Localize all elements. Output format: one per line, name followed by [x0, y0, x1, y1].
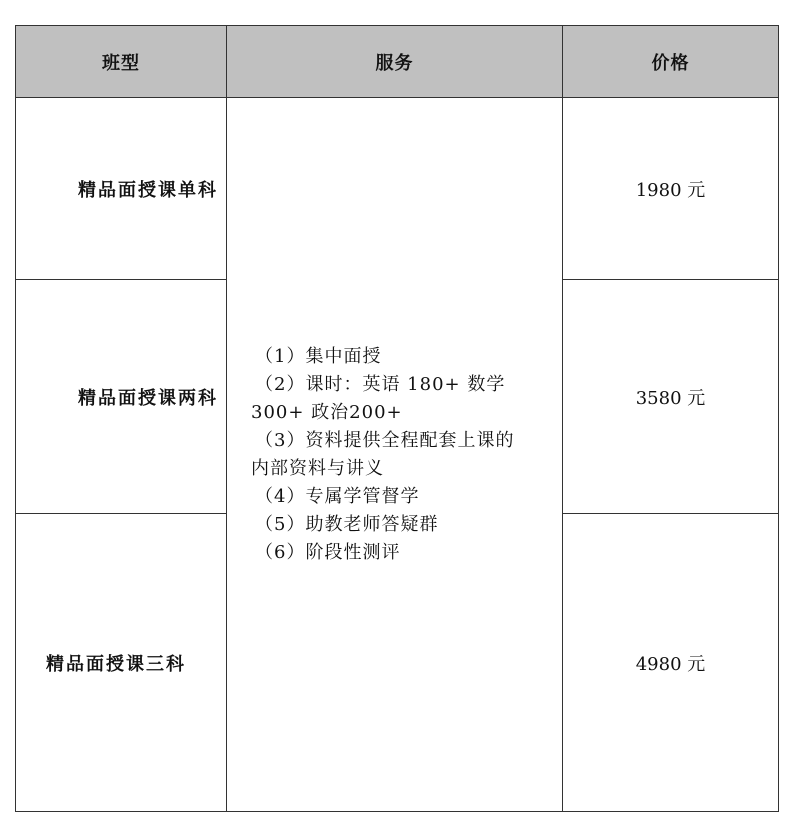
service-cell — [227, 98, 563, 812]
service-line: 内部资料与讲义 — [251, 457, 384, 479]
service-line: （3）资料提供全程配套上课的 — [255, 429, 515, 451]
service-line: 300+ 政治200+ — [251, 401, 403, 423]
service-line: （2）课时：英语 180+ 数学 — [255, 373, 506, 395]
header-class-type: 班型 — [16, 26, 227, 98]
service-line: （1）集中面授 — [255, 345, 382, 367]
pricing-table — [15, 25, 779, 812]
table-row — [16, 98, 779, 280]
price-cell: 1980 元 — [563, 98, 779, 280]
class-type-cell: 精品面授课单科 — [16, 98, 227, 280]
price-cell: 3580 元 — [563, 280, 779, 514]
service-line: （4）专属学管督学 — [255, 485, 420, 507]
header-service: 服务 — [227, 26, 563, 98]
service-line: （6）阶段性测评 — [255, 541, 401, 563]
class-type-cell: 精品面授课两科 — [16, 280, 227, 514]
table-header-row — [16, 26, 779, 98]
class-type-cell: 精品面授课三科 — [16, 514, 227, 812]
header-price: 价格 — [563, 26, 779, 98]
service-line: （5）助教老师答疑群 — [255, 513, 439, 535]
price-cell: 4980 元 — [563, 514, 779, 812]
